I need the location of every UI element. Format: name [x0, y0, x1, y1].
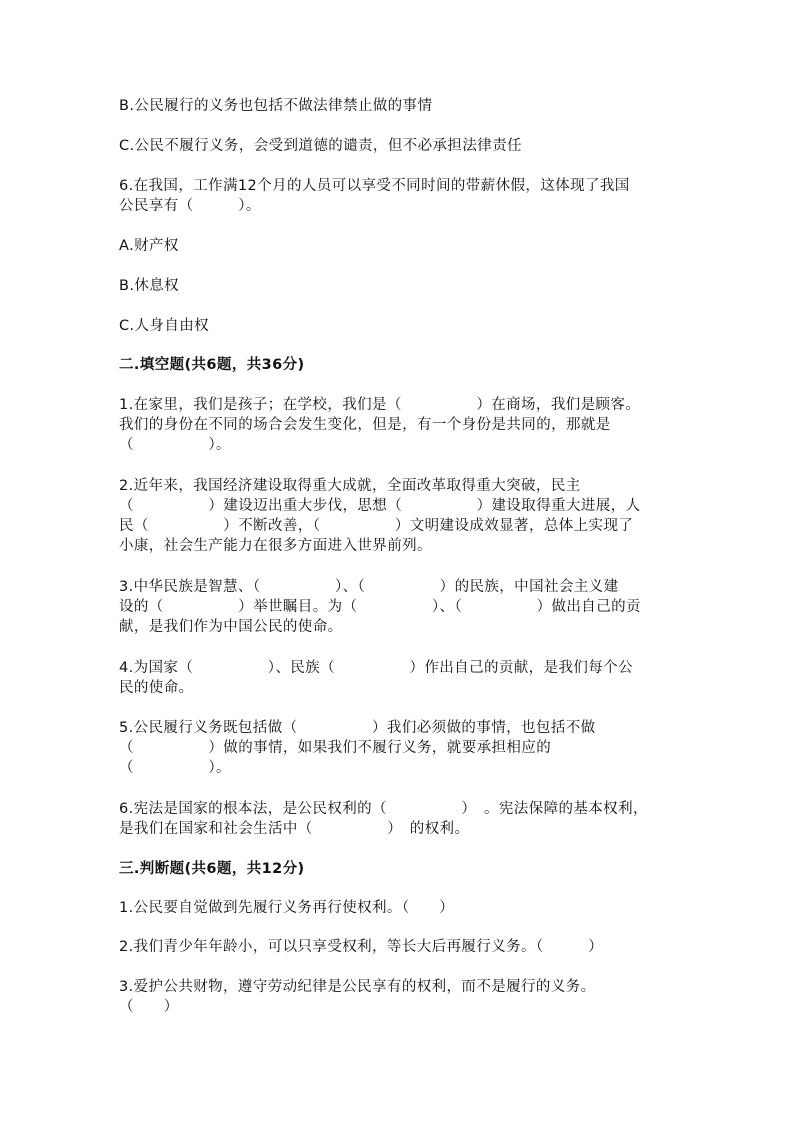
- fill-q3-line-3: 献，是我们作为中国公民的使命。: [119, 619, 343, 635]
- judge-q2: 2.我们青少年年龄小，可以只享受权利，等长大后再履行义务。（ ）: [119, 939, 604, 955]
- fill-q3-line-2: 设的（ ）举世瞩目。为（ ）、（ ）做出自己的贡: [119, 599, 641, 615]
- fill-q6-line-2: 是我们在国家和社会生活中（ ） 的权利。: [119, 821, 470, 837]
- fill-q6-line-1: 6.宪法是国家的根本法，是公民权利的（ ） 。宪法保障的基本权利，: [119, 801, 648, 817]
- section-fill-in-heading: 二.填空题(共6题，共36分): [119, 357, 305, 373]
- option-c-q5: C.公民不履行义务，会受到道德的谴责，但不必承担法律责任: [119, 138, 522, 154]
- fill-q5-line-3: （ ）。: [119, 760, 231, 776]
- judge-q1: 1.公民要自觉做到先履行义务再行使权利。（ ）: [119, 900, 455, 916]
- question-6-line-1: 6.在我国，工作满12个月的人员可以享受不同时间的带薪休假，这体现了我国: [119, 178, 630, 194]
- fill-q2-line-2: （ ）建设迈出重大步伐，思想（ ）建设取得重大进展，人: [119, 498, 641, 514]
- fill-q1-line-3: （ ）。: [119, 437, 231, 453]
- fill-q5-line-1: 5.公民履行义务既包括做（ ）我们必须做的事情，也包括不做: [119, 720, 596, 736]
- fill-q3-line-1: 3.中华民族是智慧、（ ）、（ ）的民族，中国社会主义建: [119, 579, 619, 595]
- fill-q2-line-4: 小康，社会生产能力在很多方面进入世界前列。: [119, 538, 432, 554]
- fill-q5-line-2: （ ）做的事情，如果我们不履行义务，就要承担相应的: [119, 740, 552, 756]
- judge-q3-line-2: （ ）: [119, 999, 179, 1015]
- fill-q1-line-1: 1.在家里，我们是孩子；在学校，我们是（ ）在商场，我们是顾客。: [119, 397, 641, 413]
- section-judgment-heading: 三.判断题(共6题，共12分): [119, 861, 305, 877]
- fill-q4-line-1: 4.为国家（ ）、民族（ ）作出自己的贡献，是我们每个公: [119, 660, 633, 676]
- option-c-q6: C.人身自由权: [119, 318, 210, 334]
- fill-q4-line-2: 民的使命。: [119, 680, 194, 696]
- option-b-q6: B.休息权: [119, 278, 180, 294]
- fill-q2-line-3: 民（ ）不断改善，（ ）文明建设成效显著，总体上实现了: [119, 518, 634, 534]
- option-b-q5: B.公民履行的义务也包括不做法律禁止做的事情: [119, 98, 433, 114]
- fill-q2-line-1: 2.近年来，我国经济建设取得重大成就，全面改革取得重大突破，民主: [119, 478, 581, 494]
- fill-q1-line-2: 我们的身份在不同的场合会发生变化，但是，有一个身份是共同的，那就是: [119, 417, 611, 433]
- option-a-q6: A.财产权: [119, 238, 179, 254]
- judge-q3-line-1: 3.爱护公共财物，遵守劳动纪律是公民享有的权利，而不是履行的义务。: [119, 979, 596, 995]
- question-6-line-2: 公民享有（ ）。: [119, 198, 261, 214]
